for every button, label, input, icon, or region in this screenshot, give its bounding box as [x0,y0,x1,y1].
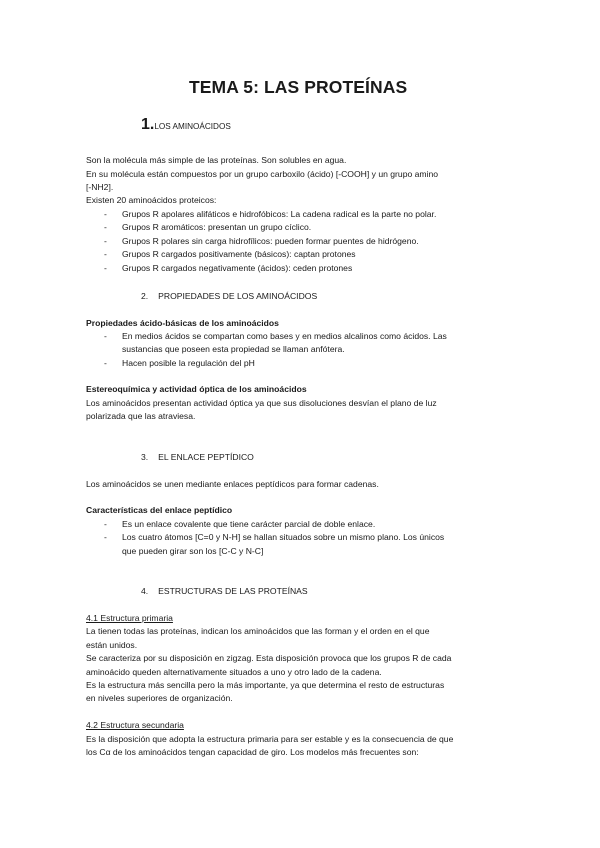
section-3-number: 3. [141,452,149,462]
bullet-dash: - [104,249,107,259]
section-3-heading [141,451,254,464]
list-item-text: Hacen posible la regulación del pH [122,358,255,368]
paragraph: Los aminoácidos se unen mediante enlaces peptídicos para formar cadenas. [86,479,379,489]
subheading: Propiedades ácido-básicas de los aminoácidos [86,318,279,328]
subheading: 4.1 Estructura primaria [86,613,173,623]
section-4-title: ESTRUCTURAS DE LAS PROTEÍNAS [158,586,308,596]
bullet-dash: - [104,519,107,529]
list-item-text: En medios ácidos se compartan como bases y en medios alcalinos como ácidos. Las [122,331,447,341]
paragraph: La tienen todas las proteínas, indican los aminoácidos que las forman y el orden en el que [86,626,430,636]
list-item-continuation: sustancias que poseen esta propiedad se llaman anfótera. [122,344,345,354]
section-4-number: 4. [141,586,149,596]
section-2-title: PROPIEDADES DE LOS AMINOÁCIDOS [158,291,318,301]
paragraph: aminoácido queden alternativamente situados a uno y otro lado de la cadena. [86,667,382,677]
list-item-text: Grupos R cargados negativamente (ácidos): ceden protones [122,263,353,273]
paragraph: [-NH2]. [86,182,114,192]
paragraph: Existen 20 aminoácidos proteicos: [86,195,217,205]
paragraph: en niveles superiores de organización. [86,693,233,703]
list-item-text: Grupos R cargados positivamente (básicos): captan protones [122,249,356,259]
section-2-heading [141,290,317,303]
paragraph: Los aminoácidos presentan actividad óptica ya que sus disoluciones desvían el plano de luz [86,398,437,408]
bullet-dash: - [104,209,107,219]
bullet-dash: - [104,331,107,341]
paragraph: Son la molécula más simple de las proteínas. Son solubles en agua. [86,155,347,165]
list-item-text: Es un enlace covalente que tiene carácter parcial de doble enlace. [122,519,376,529]
list-item-text: Grupos R aromáticos: presentan un grupo cíclico. [122,222,312,232]
subheading: Estereoquímica y actividad óptica de los aminoácidos [86,384,307,394]
section-1-heading [141,116,231,134]
section-3-title: EL ENLACE PEPTÍDICO [158,452,254,462]
section-4-heading [141,585,308,598]
list-item-text: Grupos R apolares alifáticos e hidrofóbicos: La cadena radical es la parte no polar. [122,209,437,219]
page-title: TEMA 5: LAS PROTEÍNAS [189,77,408,97]
bullet-dash: - [104,263,107,273]
paragraph: En su molécula están compuestos por un grupo carboxilo (ácido) [-COOH] y un grupo amino [86,169,439,179]
paragraph: están unidos. [86,640,138,650]
paragraph: los Cα de los aminoácidos tengan capacidad de giro. Los modelos más frecuentes son: [86,747,419,757]
bullet-dash: - [104,532,107,542]
list-item-continuation: que pueden girar son los [C-C y N-C] [122,546,264,556]
paragraph: Es la disposición que adopta la estructura primaria para ser estable y es la consecuencia de que [86,734,454,744]
paragraph: Se caracteriza por su disposición en zigzag. Esta disposición provoca que los grupos R de cada [86,653,452,663]
list-item-text: Los cuatro átomos [C=0 y N-H] se hallan situados sobre un mismo plano. Los únicos [122,532,445,542]
paragraph: polarizada que las atraviesa. [86,411,196,421]
section-2-number: 2. [141,291,149,301]
paragraph: Es la estructura más sencilla pero la más importante, ya que determina el resto de estructuras [86,680,445,690]
subheading: Características del enlace peptídico [86,505,233,515]
list-item-text: Grupos R polares sin carga hidrofílicos: pueden formar puentes de hidrógeno. [122,236,419,246]
bullet-dash: - [104,222,107,232]
section-1-title: LOS AMINOÁCIDOS [154,122,231,131]
section-1-number: 1. [141,116,155,133]
subheading: 4.2 Estructura secundaria [86,720,184,730]
bullet-dash: - [104,358,107,368]
bullet-dash: - [104,236,107,246]
